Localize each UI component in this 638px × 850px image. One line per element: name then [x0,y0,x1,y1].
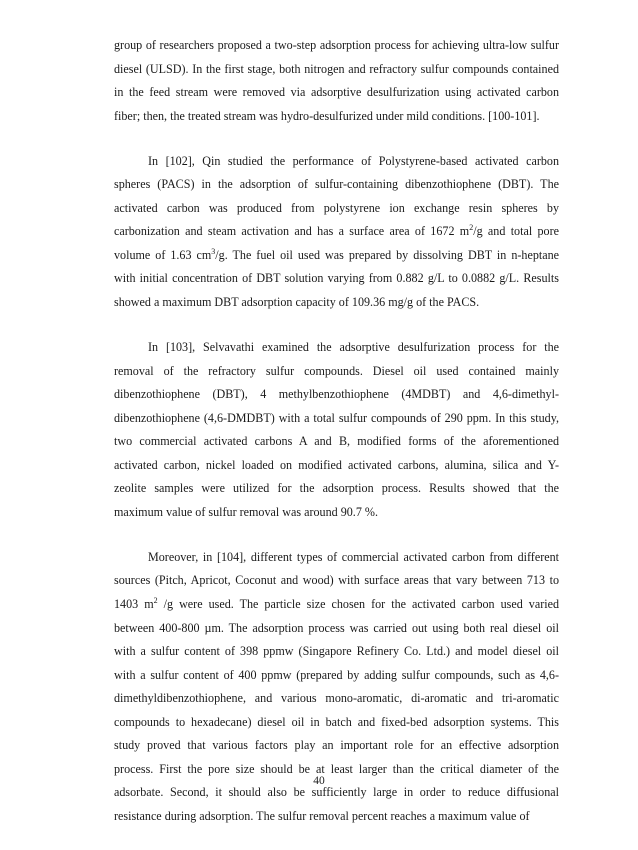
text-line: zeolite samples were utilized for the adsorption process. Results showed that the [114,481,559,496]
text-line: study proved that various factors play an important role for an effective adsorption [114,738,559,753]
text-line [114,593,559,617]
paragraph [114,336,559,524]
paragraph [114,150,559,315]
text-segment: volume of 1.63 cm [114,247,212,262]
text-line: activated carbon was produced from polystyrene ion exchange resin spheres by [114,200,559,215]
text-line: two commercial activated carbons A and B, modified forms of the aforementioned [114,434,559,449]
body-text [114,34,559,850]
text-segment: 1403 m [114,596,154,611]
text-line: Moreover, in [104], different types of commercial activated carbon from different [148,549,559,564]
text-line: activated carbon, nickel loaded on modified activated carbons, alumina, silica and Y- [114,457,559,472]
text-line: resistance during adsorption. The sulfur removal percent reaches a maximum value of [114,808,530,823]
text-line: maximum value of sulfur removal was around 90.7 %. [114,504,378,519]
text-segment: carbonization and steam activation and has a surface area of 1672 m [114,224,470,239]
text-line: group of researchers proposed a two-step adsorption process for achieving ultra-low sulfur [114,38,559,52]
text-line: fiber; then, the treated stream was hydro-desulfurized under mild conditions. [100-101]. [114,108,540,123]
text-line: removal of the refractory sulfur compounds. Diesel oil used contained mainly [114,363,559,378]
text-line: with initial concentration of DBT solution varying from 0.882 g/L to 0.0882 g/L. Results [114,271,559,286]
text-line: diesel (ULSD). In the first stage, both nitrogen and refractory sulfur compounds contained [114,61,559,76]
text-line: showed a maximum DBT adsorption capacity of 109.36 mg/g of the PACS. [114,294,480,309]
text-line: In [103], Selvavathi examined the adsorptive desulfurization process for the [148,340,559,355]
superscript: 2 [469,223,474,233]
page-number: 40 [313,775,325,787]
text-segment: /g. The fuel oil used was prepared by dissolving DBT in n-heptane [215,247,560,262]
text-line: In [102], Qin studied the performance of Polystyrene-based activated carbon [148,153,559,168]
paragraph [114,34,559,128]
text-segment: /g were used. The particle size chosen for the activated carbon used varied [157,596,560,611]
superscript: 2 [153,595,158,605]
superscript: 3 [211,246,216,256]
text-line [114,220,559,244]
text-line: with a sulfur content of 400 ppmw (prepared by adding sulfur compounds, such as 4,6- [114,667,559,682]
text-line: between 400-800 µm. The adsorption process was carried out using both real diesel oil [114,620,559,635]
text-line: process. First the pore size should be at least larger than the critical diameter of the [114,761,559,776]
text-line: dimethyldibenzothiophene, and various mono-aromatic, di-aromatic and tri-aromatic [114,691,559,706]
text-line: sources (Pitch, Apricot, Coconut and wood) with surface areas that vary between 713 to [114,573,559,588]
text-line: compounds to hexadecane) diesel oil in batch and fixed-bed adsorption systems. This [114,714,559,729]
text-line [114,244,559,268]
text-line: dibenzothiophene (DBT), 4 methylbenzothiophene (4MDBT) and 4,6-dimethyl- [114,387,559,402]
text-line: in the feed stream were removed via adsorptive desulfurization using activated carbon [114,85,559,100]
text-line: spheres (PACS) in the adsorption of sulfur-containing dibenzothiophene (DBT). The [114,177,559,192]
text-segment: /g and total pore [473,224,559,239]
text-line: dibenzothiophene (4,6-DMDBT) with a total sulfur compounds of 290 ppm. In this study, [114,410,559,425]
text-line: with a sulfur content of 398 ppmw (Singapore Refinery Co. Ltd.) and model diesel oil [114,644,559,659]
text-line: adsorbate. Second, it should also be sufficiently large in order to reduce diffusional [114,785,559,800]
